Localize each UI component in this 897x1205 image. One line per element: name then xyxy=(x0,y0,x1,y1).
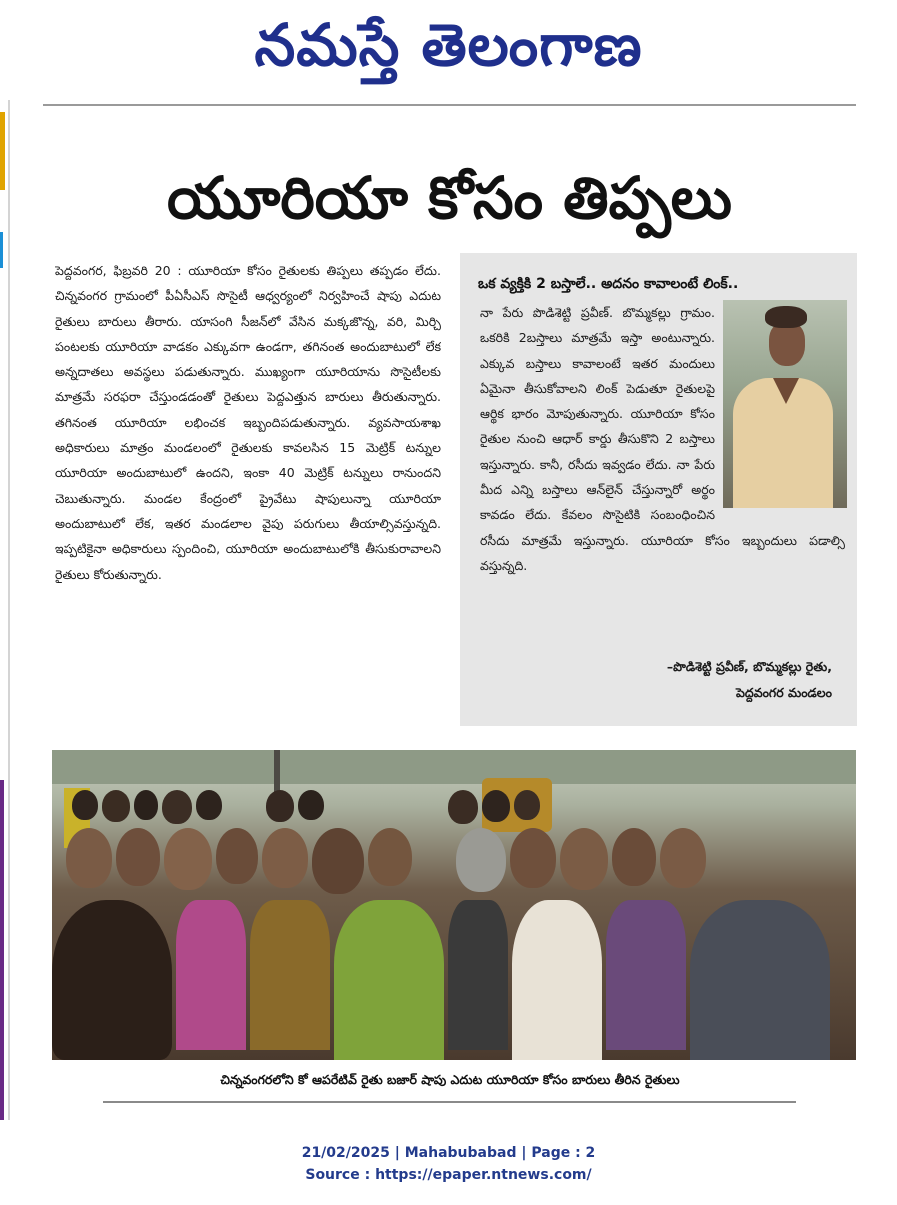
crowd-person xyxy=(334,900,444,1060)
crowd-person xyxy=(266,790,294,822)
crowd-person xyxy=(298,790,324,820)
crowd-person xyxy=(660,828,706,888)
crowd-person xyxy=(448,900,508,1050)
left-margin-strip xyxy=(0,780,4,1120)
crowd-person xyxy=(612,828,656,886)
left-margin-line xyxy=(8,100,10,1120)
crowd-middle-row xyxy=(52,828,856,894)
crowd-person xyxy=(456,828,506,892)
byline-place: పెద్దవంగర మండలం xyxy=(735,685,832,700)
quote-byline xyxy=(480,654,832,706)
bottom-divider xyxy=(103,1101,796,1103)
article-headline: యూరియా కోసం తిప్పలు xyxy=(167,164,732,232)
crowd-person xyxy=(514,790,540,820)
crowd-person xyxy=(690,900,830,1060)
portrait-face xyxy=(769,322,805,366)
portrait-hair xyxy=(765,306,807,328)
left-margin-strip xyxy=(0,112,5,190)
crowd-person xyxy=(116,828,160,886)
crowd-person xyxy=(162,790,192,824)
footer-page: Page : 2 xyxy=(531,1145,596,1161)
farmer-portrait-photo xyxy=(723,300,847,508)
crowd-person xyxy=(512,900,602,1060)
crowd-person xyxy=(52,900,172,1060)
newspaper-logo: నమస్తే తెలంగాణ xyxy=(254,11,643,79)
footer-date: 21/02/2025 xyxy=(301,1145,390,1161)
footer-separator: | xyxy=(394,1145,400,1161)
crowd-person xyxy=(606,900,686,1050)
footer-source: Source : https://epaper.ntnews.com/ xyxy=(305,1167,592,1183)
masthead xyxy=(0,0,897,95)
crowd-person xyxy=(164,828,212,890)
crowd-person xyxy=(176,900,246,1050)
crowd-person xyxy=(72,790,98,820)
crowd-person xyxy=(216,828,258,884)
crowd-back-row xyxy=(52,790,856,824)
crowd-person xyxy=(250,900,330,1050)
crowd-person xyxy=(482,790,510,822)
crowd-person xyxy=(102,790,130,822)
photo-caption: చిన్నవంగరలోని కో ఆపరేటివ్ రైతు బజార్ షాపు ఎదుట యూరియా కోసం బారులు తీరిన రైతులు xyxy=(220,1072,680,1087)
sidebar-title: ఒక వ్యక్తికి 2 బస్తాలే.. అదనం కావాలంటే లింక్.. xyxy=(478,276,739,292)
crowd-person xyxy=(312,828,364,894)
sidebar-quote xyxy=(480,300,845,655)
footer-meta xyxy=(0,1142,897,1164)
article-body: పెద్దవంగర, ఫిబ్రవరి 20 : యూరియా కోసం రైతులకు తిప్పలు తప్పడం లేదు. చిన్నవంగర గ్రామంలో పీఏసీఎస్ సొసైటీ ఆధ్వర్యంలో నిర్వహించే షాపు ఎదుట రైతులు బారులు తీరారు. యాసంగి సీజన్‌లో వేసిన మక్కజొన్న, వరి, మిర్చి పంటలకు యూరియా వాడకం ఎక్కువగా ఉండగా, తగినంత అందుబాటులో లేక అన్నదాతలు అవస్థలు పడుతున్నారు. ముఖ్యంగా యూరియాను సొసైటీలకు మాత్రమే సరఫరా చేస్తుండడంతో రైతులు పెద్దఎత్తున బారులు తీరుతున్నారు. తగినంత యూరియా లభించక ఇబ్బందిపడుతున్నారు. వ్యవసాయశాఖ అధికారులు మాత్రం మండలంలో రైతులకు కావలసిన 15 మెట్రిక్ టన్నుల యూరియా అందుబాటులో ఉందని, ఇంకా 40 మెట్రిక్ టన్నులు రానుందని చెబుతున్నారు. మండల కేంద్రంలో ప్రైవేటు షాపులున్నా యూరియా అందుబాటులో లేక, ఇతర మండలాల వైపు పరుగులు తీయాల్సివస్తున్నది. ఇప్పటికైనా అధికారులు స్పందించి, యూరియా అందుబాటులోకి తీసుకురావాలని రైతులు కోరుతున్నారు. xyxy=(55,263,441,582)
crowd-person xyxy=(196,790,222,820)
crowd-person xyxy=(66,828,112,888)
crowd-person xyxy=(368,828,412,886)
farmers-queue-photo xyxy=(52,750,856,1060)
crowd-person xyxy=(560,828,608,890)
crowd-front-row xyxy=(52,900,856,1060)
quote-text: నా పేరు పొడిశెట్టి ప్రవీణ్. బొమ్మకల్లు గ్రామం. ఒకరికి 2బస్తాలు మాత్రమే ఇస్తా అంటున్నారు. ఎక్కువ బస్తాలు కావాలంటే ఇతర మందులు ఏమైనా తీసుకోవాలని లింక్ పెడుతూ రైతులపై ఆర్థిక భారం మోపుతున్నారు. యూరియా కోసం రైతుల నుంచి ఆధార్ కార్డు తీసుకొని 2 బస్తాలు ఇస్తున్నారు. కానీ, రసీదు ఇవ్వడం లేదు. నా పేరు మీద ఎన్ని బస్తాలు ఆన్‌లైన్ చేస్తున్నారో అర్థం కావడం లేదు. కేవలం సొసైటికి సంబంధించిన రసీదు మాత్రమే ఇస్తున్నారు. యూరియా కోసం ఇబ్బందులు పడాల్సి వస్తున్నది. xyxy=(480,305,845,573)
footer-separator: | xyxy=(521,1145,527,1161)
byline-name: –పొడిశెట్టి ప్రవీణ్, బొమ్మకల్లు రైతు, xyxy=(666,659,832,674)
crowd-person xyxy=(510,828,556,888)
photo-background-roof xyxy=(52,750,856,784)
crowd-person xyxy=(262,828,308,888)
left-margin-strip xyxy=(0,232,3,268)
crowd-person xyxy=(134,790,158,820)
footer-edition: Mahabubabad xyxy=(404,1145,517,1161)
top-divider xyxy=(43,104,856,106)
crowd-person xyxy=(448,790,478,824)
